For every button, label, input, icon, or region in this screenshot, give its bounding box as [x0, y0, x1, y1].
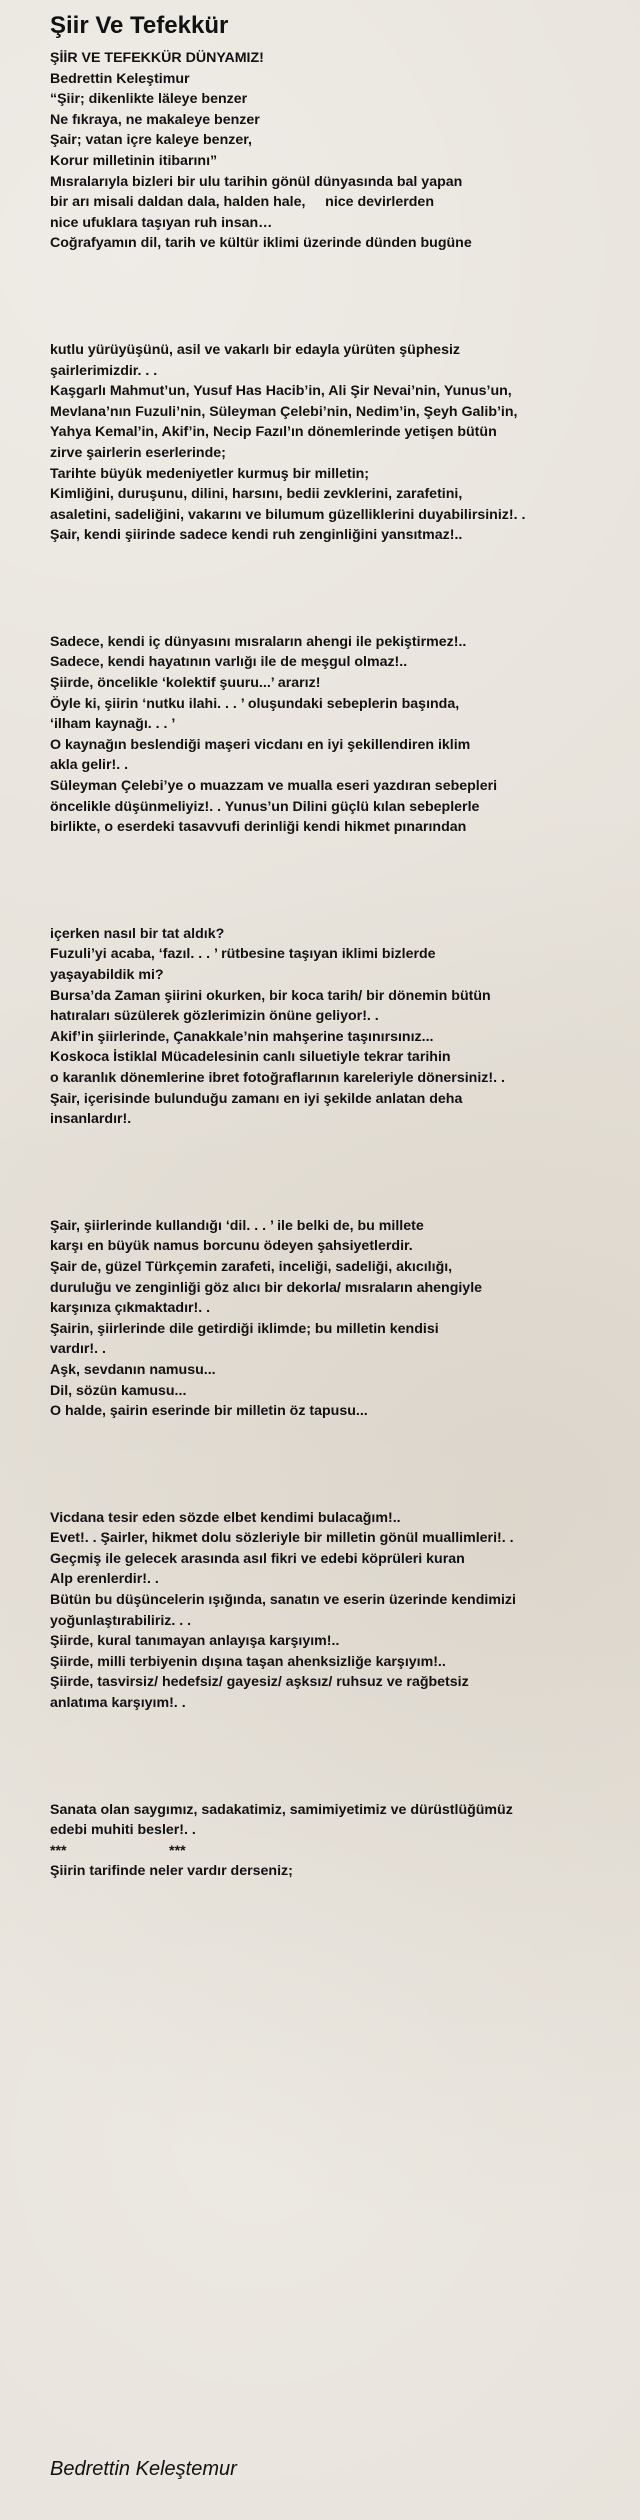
stanza: [50, 340, 620, 546]
poem-line: şairlerimizdir. . .: [50, 362, 158, 379]
author-signature: Bedrettin Keleştemur: [50, 2458, 237, 2480]
poem-line: Süleyman Çelebi’ye o muazzam ve mualla eseri yazdıran sebepleri: [50, 778, 498, 795]
poem-line: o karanlık dönemlerine ibret fotoğraflarının kareleriyle dönersiniz!. .: [50, 1069, 505, 1086]
poem-line: Koskoca İstiklal Mücadelesinin canlı siluetiyle tekrar tarihin: [50, 1049, 451, 1066]
stanza: [50, 48, 620, 254]
stanza: [50, 1216, 620, 1422]
poem-line: hatıraları süzülerek gözlerimizin önüne geliyor!. .: [50, 1008, 379, 1025]
stanza: [50, 1508, 620, 1714]
poem-line: Öyle ki, şiirin ‘nutku ilahi. . . ’ oluşundaki sebeplerin başında,: [50, 695, 460, 712]
poem-line: kutlu yürüyüşünü, asil ve vakarlı bir edayla yürüten şüphesiz: [50, 341, 460, 358]
separator-stars: *** ***: [50, 1842, 186, 1859]
poem-line: O kaynağın beslendiği maşeri vicdanı en iyi şekillendiren iklim: [50, 736, 471, 753]
poem-line: Tarihte büyük medeniyetler kurmuş bir milletin;: [50, 465, 370, 482]
poem-line: Aşk, sevdanın namusu...: [50, 1361, 216, 1378]
poem-line: edebi muhiti besler!. .: [50, 1822, 196, 1839]
poem-line: duruluğu ve zenginliği göz alıcı bir dekorla/ mısraların ahengiyle: [50, 1279, 483, 1296]
poem-line: Sadece, kendi iç dünyasını mısraların ahengi ile pekiştirmez!..: [50, 633, 467, 650]
poem-line: Mevlana’nın Fuzuli’nin, Süleyman Çelebi’nin, Nedim’in, Şeyh Galib’in,: [50, 403, 518, 420]
poem-line: Mısralarıyla bizleri bir ulu tarihin gönül dünyasında bal yapan: [50, 173, 463, 190]
poem-line: O halde, şairin eserinde bir milletin öz tapusu...: [50, 1403, 368, 1420]
stanza: [50, 1800, 620, 1882]
poem-line: Korur milletinin itibarını”: [50, 152, 218, 169]
poem-line: yoğunlaştırabiliriz. . .: [50, 1612, 192, 1629]
poem-line: asaletini, sadeliğini, vakarını ve bilumum güzelliklerini duyabilirsiniz!. .: [50, 506, 526, 523]
poem-line: içerken nasıl bir tat aldık?: [50, 925, 225, 942]
poem-line: Sanata olan saygımız, sadakatimiz, samimiyetimiz ve dürüstlüğümüz: [50, 1801, 513, 1818]
poem-line: Akif’in şiirlerinde, Çanakkale’nin mahşerine taşınırsınız...: [50, 1028, 434, 1045]
poem-line: Sadece, kendi hayatının varlığı ile de meşgul olmaz!..: [50, 654, 408, 671]
poem-line: Şiirde, milli terbiyenin dışına taşan ahenksizliğe karşıyım!..: [50, 1653, 446, 1670]
poem-line: Şair, kendi şiirinde sadece kendi ruh zenginliğini yansıtmaz!..: [50, 527, 463, 544]
poem-line: Yahya Kemal’in, Akif’in, Necip Fazıl’ın dönemlerinde yetişen bütün: [50, 424, 497, 441]
poem-line: Alp erenlerdir!. .: [50, 1571, 159, 1588]
poem-line: Şair de, güzel Türkçemin zarafeti, inceliği, sadeliği, akıcılığı,: [50, 1258, 453, 1275]
poem-line: akla gelir!. .: [50, 757, 129, 774]
poem-line: Kaşgarlı Mahmut’un, Yusuf Has Hacib’in, Ali Şir Nevai’nin, Yunus’un,: [50, 383, 512, 400]
poem-line: Şairin, şiirlerinde dile getirdiği iklimde; bu milletin kendisi: [50, 1320, 439, 1337]
poem-line: yaşayabildik mi?: [50, 967, 164, 983]
poem-line: Geçmiş ile gelecek arasında asıl fikri ve edebi köprüleri kuran: [50, 1550, 465, 1567]
poem-body: [50, 48, 620, 1882]
stanza: [50, 924, 620, 1130]
poem-line: ŞİİR VE TEFEKKÜR DÜNYAMIZ!: [50, 50, 264, 66]
poem-line: Evet!. . Şairler, hikmet dolu sözleriyle bir milletin gönül muallimleri!. .: [50, 1530, 514, 1547]
poem-line: ‘ilham kaynağı. . . ’: [50, 716, 176, 733]
poem-line: Coğrafyamın dil, tarih ve kültür iklimi üzerinde dünden bugüne: [50, 235, 472, 252]
poem-line: zirve şairlerin eserlerinde;: [50, 444, 226, 461]
poem-line: Bütün bu düşüncelerin ışığında, sanatın ve eserin üzerinde kendimizi: [50, 1592, 516, 1609]
poem-line: öncelikle düşünmeliyiz!. . Yunus’un Dilini güçlü kılan sebeplerle: [50, 798, 480, 815]
poem-line: anlatıma karşıyım!. .: [50, 1695, 186, 1712]
poem-line: Şiirin tarifinde neler vardır derseniz;: [50, 1863, 293, 1880]
poem-line: Şiirde, öncelikle ‘kolektif şuuru...’ ararız!: [50, 675, 321, 692]
poem-line: Şair, içerisinde bulunduğu zamanı en iyi şekilde anlatan deha: [50, 1090, 463, 1107]
poem-line: karşınıza çıkmaktadır!. .: [50, 1300, 211, 1317]
poem-line: Vicdana tesir eden sözde elbet kendimi bulacağım!..: [50, 1509, 401, 1526]
poem-line: bir arı misali daldan dala, halden hale, nice devirlerden: [50, 194, 434, 211]
poem-line: Şiirde, tasvirsiz/ hedefsiz/ gayesiz/ aşksız/ ruhsuz ve rağbetsiz: [50, 1674, 469, 1691]
poem-line: Ne fıkraya, ne makaleye benzer: [50, 111, 260, 128]
poem-line: “Şiir; dikenlikte läleye benzer: [50, 91, 248, 108]
poem-line: vardır!. .: [50, 1341, 106, 1358]
poem-line: insanlardır!.: [50, 1111, 132, 1128]
poem-line: Bedrettin Keleştimur: [50, 70, 190, 87]
poem-line: Bursa’da Zaman şiirini okurken, bir koca tarih/ bir dönemin bütün: [50, 987, 491, 1004]
poem-line: Şiirde, kural tanımayan anlayışa karşıyım!..: [50, 1633, 340, 1650]
poem-line: Kimliğini, duruşunu, dilini, harsını, bedii zevklerini, zarafetini,: [50, 486, 463, 503]
page-title: Şiir Ve Tefekkür: [50, 12, 229, 39]
poem-line: Şair; vatan içre kaleye benzer,: [50, 132, 252, 149]
poem-line: birlikte, o eserdeki tasavvufi derinliği kendi hikmet pınarından: [50, 819, 467, 836]
stanza: [50, 632, 620, 838]
poem-line: Dil, sözün kamusu...: [50, 1382, 187, 1399]
poem-line: Şair, şiirlerinde kullandığı ‘dil. . . ’ ile belki de, bu millete: [50, 1217, 424, 1234]
poem-line: Fuzuli’yi acaba, ‘fazıl. . . ’ rütbesine taşıyan iklimi bizlerde: [50, 946, 436, 963]
poem-line: nice ufuklara taşıyan ruh insan…: [50, 214, 273, 231]
poem-line: karşı en büyük namus borcunu ödeyen şahsiyetlerdir.: [50, 1238, 413, 1255]
